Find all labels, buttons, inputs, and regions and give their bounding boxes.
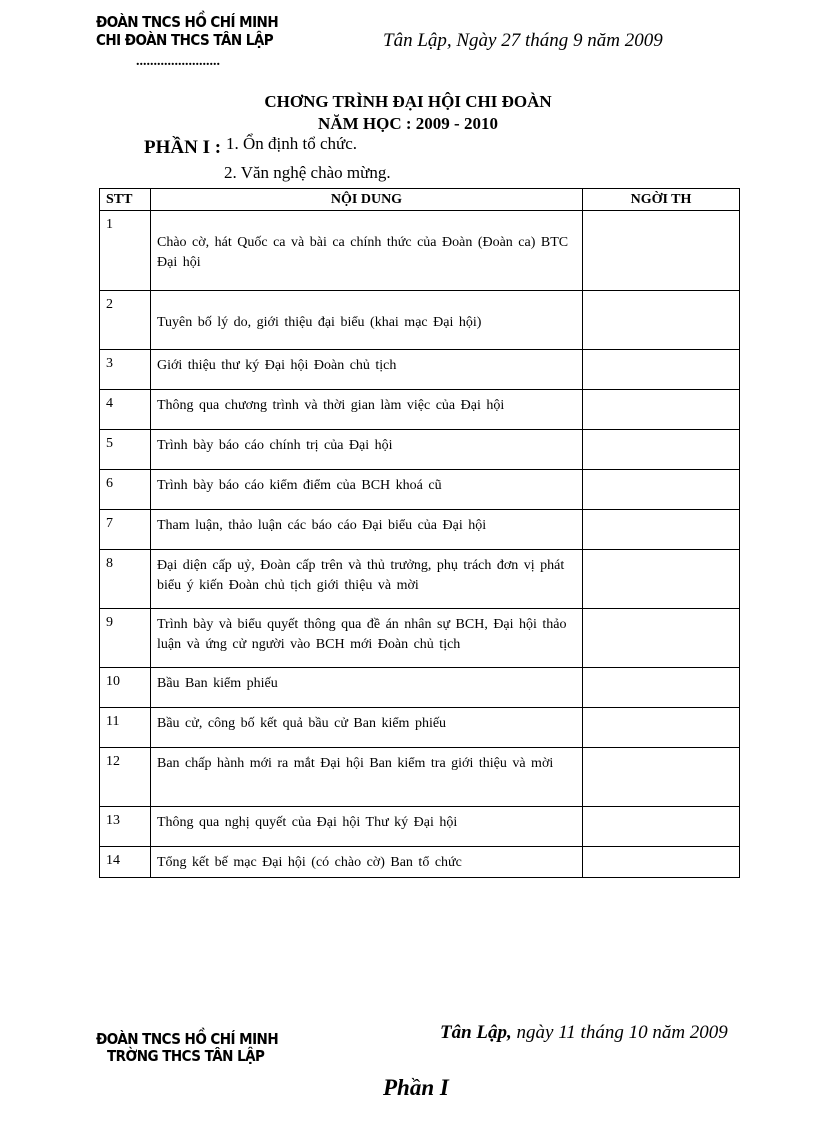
header-person: NGỜI TH [583,189,740,211]
row-stt: 2 [100,291,151,350]
row-stt: 1 [100,211,151,291]
table-row [100,291,740,350]
row-content: Tổng kết bế mạc Đại hội (có chào cờ) Ban tổ chức [151,847,583,878]
header-date: Tân Lập, Ngày 27 tháng 9 năm 2009 [383,30,663,51]
part1-item-2: 2. Văn nghệ chào mừng. [224,163,391,182]
part1-item-1: 1. Ổn định tổ chức. [226,134,358,153]
row-person [583,291,740,350]
footer-org-line1: ĐOÀN TNCS HỒ CHÍ MINH [96,1030,279,1048]
row-content: Tham luận, thảo luận các báo cáo Đại biểu của Đại hội [151,510,583,550]
row-person [583,470,740,510]
row-person [583,390,740,430]
footer-date-place: Tân Lập, [440,1022,512,1043]
table-row [100,748,740,807]
table-row [100,609,740,668]
footer-date-rest: ngày 11 tháng 10 năm 2009 [511,1022,728,1043]
next-part-heading: Phần I [383,1075,449,1100]
row-stt: 8 [100,550,151,609]
row-person [583,847,740,878]
row-person [583,748,740,807]
footer-org-line2: TRỜNG THCS TÂN LẬP [107,1047,265,1065]
row-content: Trình bày báo cáo kiểm điểm của BCH khoá cũ [151,470,583,510]
school-year: NĂM HỌC : 2009 - 2010 [318,114,498,133]
table-row [100,847,740,878]
org-name-line1: ĐOÀN TNCS HỒ CHÍ MINH [96,13,279,31]
signature-dots: ........................ [136,54,220,69]
header-stt: STT [100,189,151,211]
row-content: Thông qua chương trình và thời gian làm việc của Đại hội [151,390,583,430]
row-content: Bầu Ban kiểm phiếu [151,668,583,708]
row-content: Thông qua nghị quyết của Đại hội Thư ký Đại hội [151,807,583,847]
row-stt: 11 [100,708,151,748]
row-content: Ban chấp hành mới ra mắt Đại hội Ban kiểm tra giới thiệu và mời [151,748,583,807]
table-row [100,390,740,430]
row-content: Tuyên bố lý do, giới thiệu đại biểu (khai mạc Đại hội) [151,291,583,350]
row-content: Chào cờ, hát Quốc ca và bài ca chính thức của Đoàn (Đoàn ca) BTC Đại hội [151,211,583,291]
document-title: CHƠNG TRÌNH ĐẠI HỘI CHI ĐOÀN [264,92,552,111]
row-content: Bầu cử, công bố kết quả bầu cử Ban kiểm phiếu [151,708,583,748]
row-content: Trình bày báo cáo chính trị của Đại hội [151,430,583,470]
row-person [583,609,740,668]
row-stt: 10 [100,668,151,708]
row-person [583,211,740,291]
table-row [100,470,740,510]
row-stt: 6 [100,470,151,510]
org-name-line2: CHI ĐOÀN THCS TÂN LẬP [96,31,274,49]
row-stt: 7 [100,510,151,550]
footer-date [440,1022,728,1044]
table-row [100,550,740,609]
row-stt: 13 [100,807,151,847]
row-person [583,668,740,708]
row-stt: 5 [100,430,151,470]
row-person [583,550,740,609]
row-person [583,350,740,390]
part1-label: PHẦN I : [144,137,222,158]
row-content: Giới thiệu thư ký Đại hội Đoàn chủ tịch [151,350,583,390]
row-content: Đại diện cấp uỷ, Đoàn cấp trên và thủ trưởng, phụ trách đơn vị phát biểu ý kiến Đoàn chủ tịch giới thiệu và mời [151,550,583,609]
row-person [583,510,740,550]
table-row [100,668,740,708]
table-row [100,350,740,390]
row-stt: 12 [100,748,151,807]
row-person [583,807,740,847]
row-stt: 4 [100,390,151,430]
table-row [100,211,740,291]
table-row [100,708,740,748]
table-row [100,510,740,550]
table-header-row [100,189,740,211]
row-person [583,708,740,748]
header-content: NỘI DUNG [151,189,583,211]
program-table [99,188,740,878]
table-row [100,807,740,847]
row-stt: 14 [100,847,151,878]
row-stt: 9 [100,609,151,668]
table-row [100,430,740,470]
row-person [583,430,740,470]
row-stt: 3 [100,350,151,390]
row-content: Trình bày và biểu quyết thông qua đề án nhân sự BCH, Đại hội thảo luận và ứng cử người vào BCH mới Đoàn chủ tịch [151,609,583,668]
